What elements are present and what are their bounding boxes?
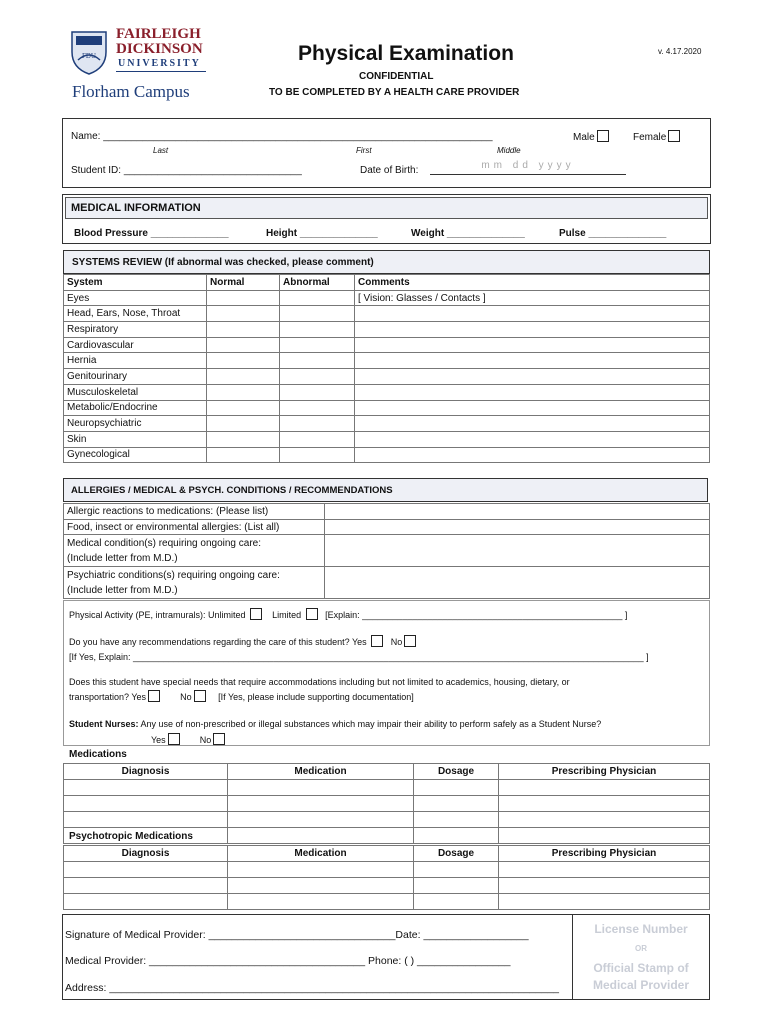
comment-cell[interactable]: [355, 353, 710, 369]
system-name: Musculoskeletal: [64, 384, 207, 400]
table-header-row: [64, 764, 710, 780]
special-no-checkbox[interactable]: [194, 690, 206, 702]
table-row: [64, 431, 710, 447]
table-row: [64, 795, 710, 811]
cell[interactable]: [414, 827, 499, 843]
psych-condition-text: Psychiatric conditions(s) requiring ongoing care:: [67, 569, 280, 581]
abnormal-cell[interactable]: [280, 431, 355, 447]
table-row: [64, 447, 710, 463]
cell[interactable]: [64, 893, 228, 909]
table-row: [64, 400, 710, 416]
rec-no-label: No: [390, 637, 403, 647]
normal-cell[interactable]: [207, 306, 280, 322]
psych-condition-label: [64, 567, 325, 599]
allergy-env-label: Food, insect or environmental allergies: (List all): [64, 519, 325, 535]
cell[interactable]: [64, 877, 228, 893]
student-nurse-text: Any use of non-prescribed or illegal substances which may impair their ability to perform safely as a Student Nurse?: [138, 719, 602, 729]
cell[interactable]: [228, 827, 414, 843]
male-checkbox[interactable]: [597, 130, 609, 142]
cell[interactable]: [228, 893, 414, 909]
nurse-yes-checkbox[interactable]: [168, 733, 180, 745]
abnormal-cell[interactable]: [280, 322, 355, 338]
special-yes-label: transportation? Yes: [69, 692, 147, 702]
table-row: [64, 535, 710, 567]
comment-cell[interactable]: [355, 337, 710, 353]
rec-no-checkbox[interactable]: [404, 635, 416, 647]
system-name: Respiratory: [64, 322, 207, 338]
blood-pressure-field[interactable]: Blood Pressure ______________: [74, 228, 229, 239]
comment-cell[interactable]: [355, 384, 710, 400]
col-comments: Comments: [355, 275, 710, 291]
psych-condition-note: (Include letter from M.D.): [67, 584, 178, 596]
cell[interactable]: [499, 811, 710, 827]
stamp-area: [574, 922, 708, 992]
col-abnormal: Abnormal: [280, 275, 355, 291]
comment-cell[interactable]: [355, 416, 710, 432]
system-name: Genitourinary: [64, 369, 207, 385]
logo-divider: [116, 71, 206, 72]
cell[interactable]: [64, 811, 228, 827]
unlimited-checkbox[interactable]: [250, 608, 262, 620]
psych-condition-input[interactable]: [325, 567, 710, 599]
table-row: [64, 567, 710, 599]
col-physician: Prescribing Physician: [499, 846, 710, 862]
campus-name: Florham Campus: [72, 82, 190, 101]
cell[interactable]: [499, 795, 710, 811]
name-label: Name:: [71, 131, 104, 142]
name-field[interactable]: [71, 131, 493, 142]
normal-cell[interactable]: [207, 290, 280, 306]
dob-label: Date of Birth:: [360, 165, 419, 176]
col-medication: Medication: [228, 846, 414, 862]
logo-line-2: DICKINSON: [116, 41, 203, 57]
table-row: [64, 306, 710, 322]
page-title: Physical Examination: [298, 42, 514, 65]
stamp-license: License Number: [594, 922, 688, 936]
comment-cell[interactable]: [355, 322, 710, 338]
table-header-row: [64, 275, 710, 291]
cell[interactable]: [228, 811, 414, 827]
cell[interactable]: [499, 877, 710, 893]
cell[interactable]: [414, 877, 499, 893]
cell[interactable]: [64, 795, 228, 811]
recommendations-row: [69, 635, 416, 647]
confidential-label: CONFIDENTIAL: [359, 71, 434, 82]
male-label: Male: [573, 132, 595, 143]
pulse-field[interactable]: Pulse ______________: [559, 228, 667, 239]
logo-line-1: FAIRLEIGH: [116, 26, 201, 42]
abnormal-cell[interactable]: [280, 416, 355, 432]
col-system: System: [64, 275, 207, 291]
col-diagnosis: Diagnosis: [64, 764, 228, 780]
cell[interactable]: [228, 877, 414, 893]
comment-cell[interactable]: [355, 431, 710, 447]
activity-explain-field[interactable]: [Explain: ____________________________________________________ ]: [325, 610, 628, 620]
svg-text:FDU: FDU: [81, 52, 97, 60]
system-name: Neuropsychiatric: [64, 416, 207, 432]
weight-field[interactable]: Weight ______________: [411, 228, 525, 239]
cell[interactable]: [414, 795, 499, 811]
comment-cell[interactable]: [355, 306, 710, 322]
student-id-label: Student ID:: [71, 165, 124, 176]
rec-explain-field[interactable]: [If Yes, Explain: ______________________________________________________________________________________________________ ]: [69, 652, 649, 662]
col-diagnosis: Diagnosis: [64, 846, 228, 862]
cell[interactable]: [228, 861, 414, 877]
table-row: [64, 322, 710, 338]
nurse-answer-row: [151, 733, 225, 745]
special-note: [If Yes, please include supporting documentation]: [218, 692, 414, 702]
physical-activity-row: [69, 608, 627, 620]
system-name: Skin: [64, 431, 207, 447]
stamp-provider: Medical Provider: [592, 978, 690, 992]
special-needs-row: [69, 690, 414, 702]
abnormal-cell[interactable]: [280, 306, 355, 322]
student-id-line: ________________________________: [123, 165, 302, 176]
cell[interactable]: [228, 795, 414, 811]
col-normal: Normal: [207, 275, 280, 291]
system-name: Cardiovascular: [64, 337, 207, 353]
cell[interactable]: [414, 861, 499, 877]
table-row: [64, 353, 710, 369]
col-dosage: Dosage: [414, 764, 499, 780]
nurse-yes-label: Yes: [151, 735, 166, 745]
normal-cell[interactable]: [207, 322, 280, 338]
cell[interactable]: [414, 893, 499, 909]
cell[interactable]: [64, 779, 228, 795]
male-option[interactable]: [573, 130, 609, 143]
comment-cell[interactable]: [355, 447, 710, 463]
normal-cell[interactable]: [207, 384, 280, 400]
cell[interactable]: [499, 779, 710, 795]
nurse-no-label: No: [199, 735, 212, 745]
cell[interactable]: [499, 827, 710, 843]
medications-title: Medications: [69, 749, 127, 760]
female-checkbox[interactable]: [668, 130, 680, 142]
stamp-or: OR: [635, 944, 647, 953]
allergies-table: [63, 503, 710, 599]
middle-hint: Middle: [497, 146, 521, 155]
systems-table: [63, 274, 710, 463]
abnormal-cell[interactable]: [280, 369, 355, 385]
systems-review-title: SYSTEMS REVIEW (If abnormal was checked, please comment): [72, 257, 374, 268]
student-id-field[interactable]: [71, 165, 302, 176]
allergies-title: ALLERGIES / MEDICAL & PSYCH. CONDITIONS / RECOMMENDATIONS: [71, 485, 393, 496]
col-medication: Medication: [228, 764, 414, 780]
normal-cell[interactable]: [207, 400, 280, 416]
system-name: Metabolic/Endocrine: [64, 400, 207, 416]
crest-icon: [66, 28, 112, 76]
cell[interactable]: [414, 779, 499, 795]
university-logo: [66, 26, 211, 106]
table-row: [64, 369, 710, 385]
female-label: Female: [633, 132, 667, 143]
allergy-env-input[interactable]: [325, 519, 710, 535]
stamp-divider: [572, 914, 573, 1000]
comment-cell[interactable]: [ Vision: Glasses / Contacts ]: [355, 290, 710, 306]
physical-activity-label: Physical Activity (PE, intramurals): Unlimited: [69, 610, 246, 620]
abnormal-cell[interactable]: [280, 337, 355, 353]
medical-condition-input[interactable]: [325, 535, 710, 567]
table-row: [64, 519, 710, 535]
system-name: Hernia: [64, 353, 207, 369]
medical-condition-text: Medical condition(s) requiring ongoing care:: [67, 537, 261, 549]
logo-line-3: UNIVERSITY: [118, 58, 201, 69]
normal-cell[interactable]: [207, 337, 280, 353]
table-row: [64, 893, 710, 909]
medical-condition-label: [64, 535, 325, 567]
limited-checkbox[interactable]: [306, 608, 318, 620]
system-name: Head, Ears, Nose, Throat: [64, 306, 207, 322]
provider-field[interactable]: Medical Provider: _____________________________________ Phone: ( ) ________________: [65, 955, 511, 967]
cell[interactable]: [414, 811, 499, 827]
table-row: [64, 861, 710, 877]
cell[interactable]: [499, 861, 710, 877]
table-row: [64, 779, 710, 795]
signature-field[interactable]: Signature of Medical Provider: ________________________________Date: __________________: [65, 929, 529, 941]
psychotropic-table: [63, 845, 710, 910]
dob-input[interactable]: mm dd yyyy: [430, 160, 626, 175]
address-field[interactable]: Address: _____________________________________________________________________________: [65, 982, 560, 994]
name-line: ______________________________________________________________________: [103, 131, 493, 142]
limited-label: Limited: [272, 610, 302, 620]
abnormal-cell[interactable]: [280, 384, 355, 400]
table-row: [64, 337, 710, 353]
allergy-med-label: Allergic reactions to medications: (Please list): [64, 504, 325, 520]
nurse-no-checkbox[interactable]: [213, 733, 225, 745]
psychotropic-title: Psychotropic Medications: [69, 831, 193, 842]
cell[interactable]: [228, 779, 414, 795]
allergy-med-input[interactable]: [325, 504, 710, 520]
normal-cell[interactable]: [207, 431, 280, 447]
cell[interactable]: [499, 893, 710, 909]
stamp-official: Official Stamp of: [593, 961, 689, 975]
medical-condition-note: (Include letter from M.D.): [67, 552, 178, 564]
version-label: v. 4.17.2020: [658, 47, 702, 56]
medical-info-title: MEDICAL INFORMATION: [71, 202, 201, 214]
comment-cell[interactable]: [355, 369, 710, 385]
table-row: [64, 811, 710, 827]
table-row: [64, 504, 710, 520]
special-yes-checkbox[interactable]: [148, 690, 160, 702]
normal-cell[interactable]: [207, 416, 280, 432]
table-row: [64, 290, 710, 306]
normal-cell[interactable]: [207, 369, 280, 385]
abnormal-cell[interactable]: [280, 400, 355, 416]
cell[interactable]: [64, 861, 228, 877]
normal-cell[interactable]: [207, 353, 280, 369]
col-dosage: Dosage: [414, 846, 499, 862]
col-physician: Prescribing Physician: [499, 764, 710, 780]
table-header-row: [64, 846, 710, 862]
last-hint: Last: [153, 146, 169, 155]
student-nurse-question: [69, 719, 601, 729]
comment-cell[interactable]: [355, 400, 710, 416]
abnormal-cell[interactable]: [280, 290, 355, 306]
subtitle: TO BE COMPLETED BY A HEALTH CARE PROVIDER: [269, 87, 520, 98]
abnormal-cell[interactable]: [280, 353, 355, 369]
female-option[interactable]: [633, 130, 680, 143]
first-hint: First: [356, 146, 372, 155]
recommendations-question: Do you have any recommendations regarding the care of this student? Yes: [69, 637, 367, 647]
table-row: [64, 877, 710, 893]
abnormal-cell[interactable]: [280, 447, 355, 463]
height-field[interactable]: Height ______________: [266, 228, 378, 239]
table-row: [64, 384, 710, 400]
special-no-label: No: [180, 692, 192, 702]
student-nurse-label: Student Nurses:: [69, 719, 139, 729]
system-name: Gynecological: [64, 447, 207, 463]
rec-yes-checkbox[interactable]: [371, 635, 383, 647]
normal-cell[interactable]: [207, 447, 280, 463]
special-needs-question: Does this student have special needs that require accommodations including but not limited to academics, housing, dietary, or: [69, 677, 570, 687]
table-row: [64, 416, 710, 432]
system-name: Eyes: [64, 290, 207, 306]
